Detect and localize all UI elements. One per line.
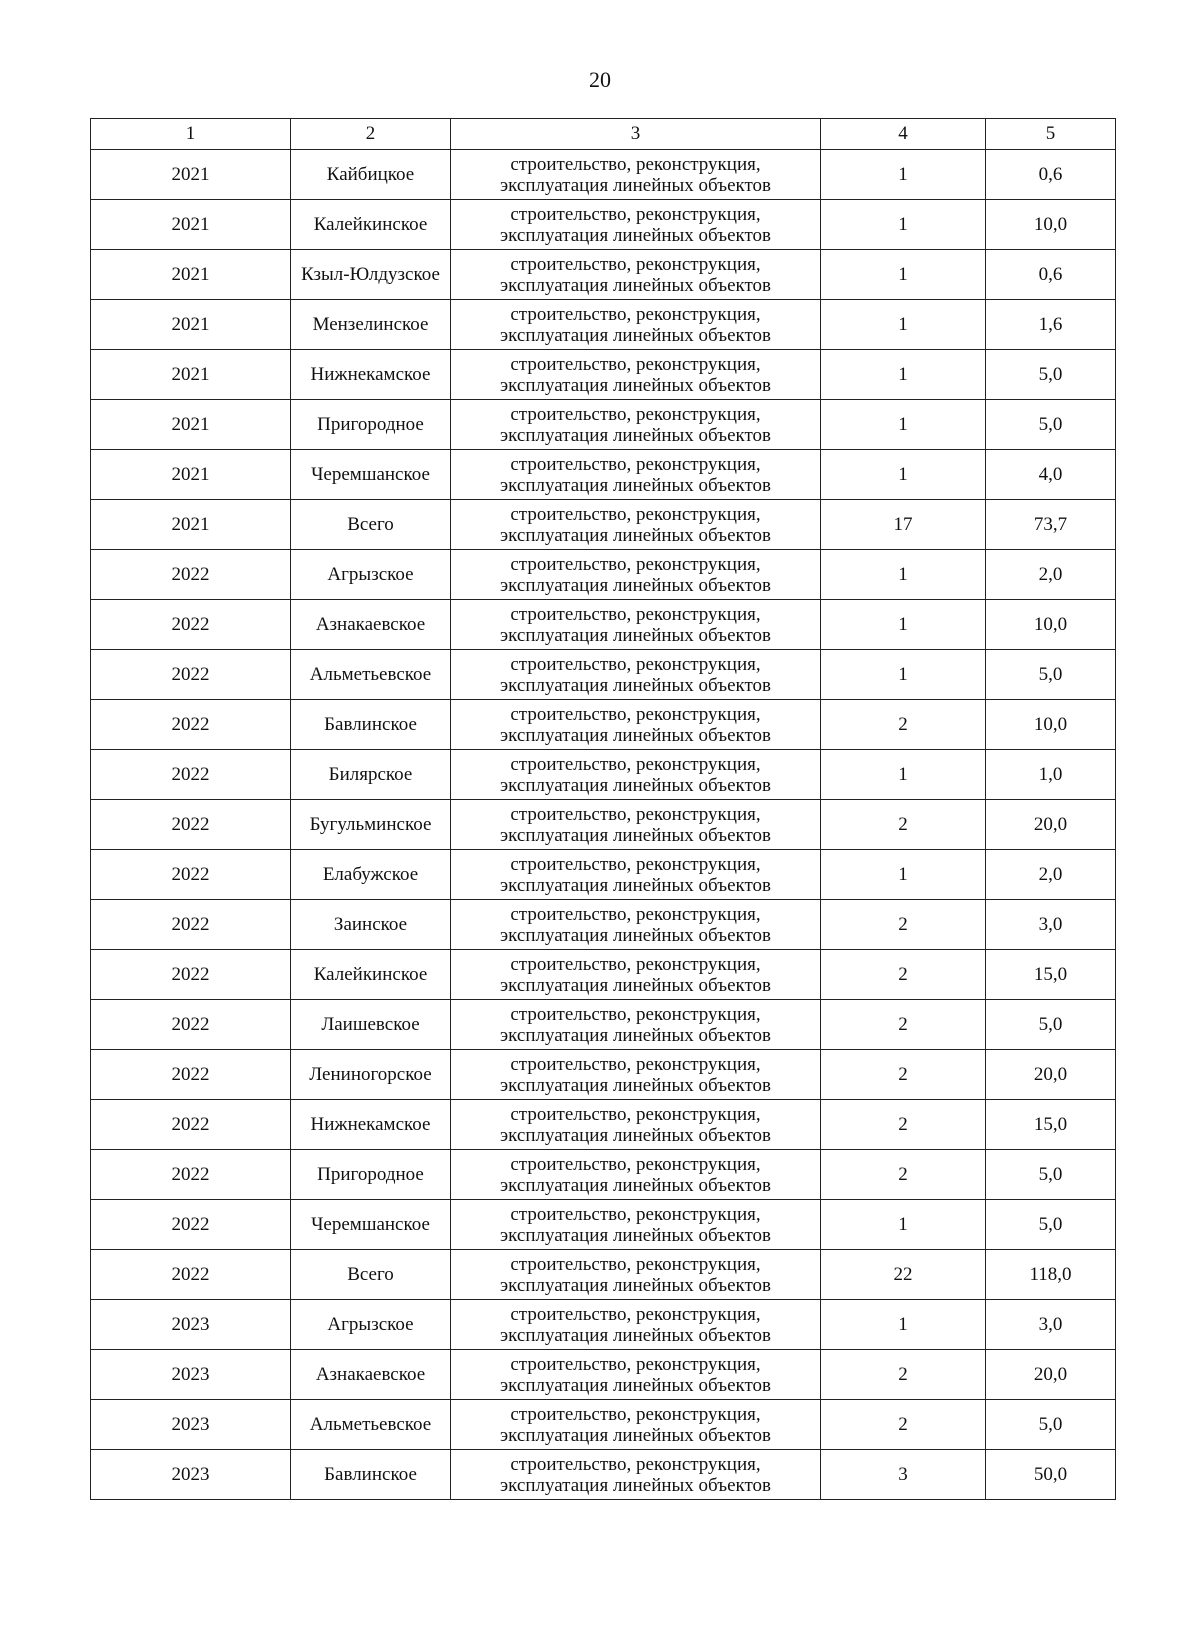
district-cell: Мензелинское <box>291 300 451 350</box>
purpose-cell <box>451 950 821 1000</box>
purpose-line-1: строительство, реконструкция, <box>510 703 761 725</box>
count-cell: 1 <box>821 750 986 800</box>
year-cell: 2021 <box>91 150 291 200</box>
district-cell: Альметьевское <box>291 650 451 700</box>
purpose-line-2: эксплуатация линейных объектов <box>499 1124 772 1146</box>
count-cell: 22 <box>821 1250 986 1300</box>
purpose-line-1: строительство, реконструкция, <box>510 203 761 225</box>
district-cell: Лаишевское <box>291 1000 451 1050</box>
year-cell: 2022 <box>91 1000 291 1050</box>
purpose-line-2: эксплуатация линейных объектов <box>499 1024 772 1046</box>
value-cell: 1,6 <box>986 300 1116 350</box>
count-cell: 1 <box>821 200 986 250</box>
district-cell: Кзыл-Юлдузское <box>291 250 451 300</box>
district-cell: Азнакаевское <box>291 1350 451 1400</box>
value-cell: 73,7 <box>986 500 1116 550</box>
count-cell: 2 <box>821 1350 986 1400</box>
value-cell: 20,0 <box>986 800 1116 850</box>
purpose-line-1: строительство, реконструкция, <box>510 1203 761 1225</box>
purpose-line-2: эксплуатация линейных объектов <box>499 474 772 496</box>
district-cell: Билярское <box>291 750 451 800</box>
column-header-2: 2 <box>291 119 451 150</box>
table-row <box>91 400 1116 450</box>
purpose-cell <box>451 1250 821 1300</box>
purpose-line-1: строительство, реконструкция, <box>510 803 761 825</box>
purpose-line-2: эксплуатация линейных объектов <box>499 1474 772 1496</box>
year-cell: 2021 <box>91 450 291 500</box>
year-cell: 2023 <box>91 1350 291 1400</box>
purpose-cell <box>451 550 821 600</box>
district-cell: Агрызское <box>291 550 451 600</box>
table-row <box>91 650 1116 700</box>
purpose-cell <box>451 1200 821 1250</box>
table-header <box>91 119 1116 150</box>
purpose-line-1: строительство, реконструкция, <box>510 1153 761 1175</box>
purpose-cell <box>451 1100 821 1150</box>
year-cell: 2023 <box>91 1450 291 1500</box>
purpose-line-2: эксплуатация линейных объектов <box>499 1224 772 1246</box>
count-cell: 1 <box>821 1300 986 1350</box>
header-row <box>91 119 1116 150</box>
district-cell: Нижнекамское <box>291 1100 451 1150</box>
purpose-line-1: строительство, реконструкция, <box>510 553 761 575</box>
purpose-cell <box>451 1000 821 1050</box>
purpose-cell <box>451 650 821 700</box>
value-cell: 15,0 <box>986 950 1116 1000</box>
table-row <box>91 250 1116 300</box>
purpose-line-1: строительство, реконструкция, <box>510 353 761 375</box>
value-cell: 10,0 <box>986 700 1116 750</box>
value-cell: 10,0 <box>986 200 1116 250</box>
column-header-1: 1 <box>91 119 291 150</box>
purpose-line-2: эксплуатация линейных объектов <box>499 174 772 196</box>
purpose-cell <box>451 250 821 300</box>
district-cell: Всего <box>291 1250 451 1300</box>
value-cell: 5,0 <box>986 1400 1116 1450</box>
table-row <box>91 850 1116 900</box>
purpose-line-1: строительство, реконструкция, <box>510 603 761 625</box>
purpose-line-1: строительство, реконструкция, <box>510 1403 761 1425</box>
purpose-cell <box>451 200 821 250</box>
year-cell: 2021 <box>91 400 291 450</box>
table-row <box>91 1300 1116 1350</box>
purpose-line-2: эксплуатация линейных объектов <box>499 524 772 546</box>
year-cell: 2022 <box>91 800 291 850</box>
value-cell: 3,0 <box>986 900 1116 950</box>
table-row <box>91 1150 1116 1200</box>
district-cell: Черемшанское <box>291 450 451 500</box>
table-row <box>91 300 1116 350</box>
year-cell: 2022 <box>91 1200 291 1250</box>
count-cell: 2 <box>821 1050 986 1100</box>
purpose-line-2: эксплуатация линейных объектов <box>499 374 772 396</box>
purpose-line-1: строительство, реконструкция, <box>510 953 761 975</box>
district-cell: Агрызское <box>291 1300 451 1350</box>
district-cell: Всего <box>291 500 451 550</box>
table-row <box>91 1250 1116 1300</box>
purpose-line-2: эксплуатация линейных объектов <box>499 624 772 646</box>
count-cell: 2 <box>821 900 986 950</box>
count-cell: 2 <box>821 800 986 850</box>
district-cell: Бугульминское <box>291 800 451 850</box>
year-cell: 2022 <box>91 1050 291 1100</box>
value-cell: 20,0 <box>986 1050 1116 1100</box>
value-cell: 10,0 <box>986 600 1116 650</box>
table-row <box>91 1400 1116 1450</box>
purpose-line-1: строительство, реконструкция, <box>510 1103 761 1125</box>
count-cell: 3 <box>821 1450 986 1500</box>
purpose-cell <box>451 700 821 750</box>
value-cell: 5,0 <box>986 650 1116 700</box>
year-cell: 2022 <box>91 850 291 900</box>
count-cell: 1 <box>821 550 986 600</box>
purpose-line-1: строительство, реконструкция, <box>510 853 761 875</box>
purpose-line-1: строительство, реконструкция, <box>510 1003 761 1025</box>
year-cell: 2022 <box>91 900 291 950</box>
purpose-line-1: строительство, реконструкция, <box>510 1303 761 1325</box>
table-body <box>91 150 1116 1500</box>
purpose-line-1: строительство, реконструкция, <box>510 403 761 425</box>
table-row <box>91 1000 1116 1050</box>
value-cell: 5,0 <box>986 350 1116 400</box>
purpose-line-2: эксплуатация линейных объектов <box>499 1174 772 1196</box>
value-cell: 15,0 <box>986 1100 1116 1150</box>
district-cell: Азнакаевское <box>291 600 451 650</box>
district-cell: Черемшанское <box>291 1200 451 1250</box>
column-header-3: 3 <box>451 119 821 150</box>
purpose-line-2: эксплуатация линейных объектов <box>499 674 772 696</box>
district-cell: Нижнекамское <box>291 350 451 400</box>
column-header-5: 5 <box>986 119 1116 150</box>
purpose-cell <box>451 800 821 850</box>
count-cell: 2 <box>821 1000 986 1050</box>
district-cell: Альметьевское <box>291 1400 451 1450</box>
purpose-line-1: строительство, реконструкция, <box>510 1353 761 1375</box>
purpose-cell <box>451 1450 821 1500</box>
purpose-line-1: строительство, реконструкция, <box>510 303 761 325</box>
table-row <box>91 600 1116 650</box>
purpose-cell <box>451 450 821 500</box>
count-cell: 2 <box>821 1400 986 1450</box>
purpose-cell <box>451 1150 821 1200</box>
value-cell: 118,0 <box>986 1250 1116 1300</box>
year-cell: 2022 <box>91 950 291 1000</box>
year-cell: 2022 <box>91 650 291 700</box>
year-cell: 2022 <box>91 1150 291 1200</box>
table-row <box>91 200 1116 250</box>
purpose-line-2: эксплуатация линейных объектов <box>499 774 772 796</box>
purpose-line-1: строительство, реконструкция, <box>510 1453 761 1475</box>
purpose-cell <box>451 350 821 400</box>
value-cell: 0,6 <box>986 150 1116 200</box>
purpose-cell <box>451 400 821 450</box>
purpose-cell <box>451 600 821 650</box>
value-cell: 4,0 <box>986 450 1116 500</box>
purpose-line-2: эксплуатация линейных объектов <box>499 924 772 946</box>
purpose-line-1: строительство, реконструкция, <box>510 753 761 775</box>
district-cell: Кайбицкое <box>291 150 451 200</box>
purpose-line-2: эксплуатация линейных объектов <box>499 1374 772 1396</box>
district-cell: Пригородное <box>291 400 451 450</box>
purpose-line-2: эксплуатация линейных объектов <box>499 1324 772 1346</box>
count-cell: 17 <box>821 500 986 550</box>
year-cell: 2021 <box>91 250 291 300</box>
table-row <box>91 950 1116 1000</box>
purpose-line-2: эксплуатация линейных объектов <box>499 974 772 996</box>
table-row <box>91 800 1116 850</box>
purpose-line-2: эксплуатация линейных объектов <box>499 1274 772 1296</box>
purpose-line-2: эксплуатация линейных объектов <box>499 574 772 596</box>
value-cell: 5,0 <box>986 1200 1116 1250</box>
purpose-cell <box>451 300 821 350</box>
year-cell: 2022 <box>91 1100 291 1150</box>
district-cell: Елабужское <box>291 850 451 900</box>
value-cell: 1,0 <box>986 750 1116 800</box>
value-cell: 5,0 <box>986 1000 1116 1050</box>
district-cell: Калейкинское <box>291 200 451 250</box>
district-cell: Бавлинское <box>291 1450 451 1500</box>
purpose-line-1: строительство, реконструкция, <box>510 503 761 525</box>
count-cell: 1 <box>821 850 986 900</box>
year-cell: 2023 <box>91 1400 291 1450</box>
purpose-cell <box>451 900 821 950</box>
district-cell: Пригородное <box>291 1150 451 1200</box>
purpose-cell <box>451 1050 821 1100</box>
purpose-line-1: строительство, реконструкция, <box>510 903 761 925</box>
table-row <box>91 1100 1116 1150</box>
table-row <box>91 1200 1116 1250</box>
purpose-cell <box>451 150 821 200</box>
purpose-line-2: эксплуатация линейных объектов <box>499 224 772 246</box>
value-cell: 50,0 <box>986 1450 1116 1500</box>
purpose-line-2: эксплуатация линейных объектов <box>499 1074 772 1096</box>
land-plots-table <box>90 118 1116 1500</box>
count-cell: 1 <box>821 1200 986 1250</box>
purpose-cell <box>451 850 821 900</box>
count-cell: 1 <box>821 350 986 400</box>
count-cell: 2 <box>821 1150 986 1200</box>
purpose-line-2: эксплуатация линейных объектов <box>499 874 772 896</box>
table-row <box>91 500 1116 550</box>
purpose-cell <box>451 1300 821 1350</box>
purpose-line-1: строительство, реконструкция, <box>510 153 761 175</box>
table-row <box>91 450 1116 500</box>
purpose-cell <box>451 500 821 550</box>
purpose-line-2: эксплуатация линейных объектов <box>499 1424 772 1446</box>
purpose-cell <box>451 1350 821 1400</box>
count-cell: 1 <box>821 150 986 200</box>
purpose-line-2: эксплуатация линейных объектов <box>499 724 772 746</box>
purpose-line-2: эксплуатация линейных объектов <box>499 274 772 296</box>
year-cell: 2021 <box>91 300 291 350</box>
purpose-line-2: эксплуатация линейных объектов <box>499 324 772 346</box>
page-number: 20 <box>589 67 611 92</box>
year-cell: 2022 <box>91 750 291 800</box>
table-row <box>91 1450 1116 1500</box>
district-cell: Бавлинское <box>291 700 451 750</box>
purpose-line-1: строительство, реконструкция, <box>510 1053 761 1075</box>
count-cell: 1 <box>821 600 986 650</box>
year-cell: 2021 <box>91 500 291 550</box>
table-row <box>91 1050 1116 1100</box>
value-cell: 5,0 <box>986 1150 1116 1200</box>
year-cell: 2022 <box>91 700 291 750</box>
count-cell: 2 <box>821 1100 986 1150</box>
value-cell: 0,6 <box>986 250 1116 300</box>
count-cell: 1 <box>821 650 986 700</box>
column-header-4: 4 <box>821 119 986 150</box>
year-cell: 2021 <box>91 200 291 250</box>
table-row <box>91 150 1116 200</box>
value-cell: 2,0 <box>986 850 1116 900</box>
table-row <box>91 700 1116 750</box>
count-cell: 1 <box>821 300 986 350</box>
table-row <box>91 1350 1116 1400</box>
purpose-line-1: строительство, реконструкция, <box>510 653 761 675</box>
table-row <box>91 550 1116 600</box>
table-row <box>91 900 1116 950</box>
table-row <box>91 350 1116 400</box>
table-row <box>91 750 1116 800</box>
district-cell: Калейкинское <box>291 950 451 1000</box>
purpose-line-1: строительство, реконструкция, <box>510 253 761 275</box>
purpose-line-1: строительство, реконструкция, <box>510 453 761 475</box>
year-cell: 2021 <box>91 350 291 400</box>
district-cell: Лениногорское <box>291 1050 451 1100</box>
value-cell: 20,0 <box>986 1350 1116 1400</box>
purpose-line-1: строительство, реконструкция, <box>510 1253 761 1275</box>
purpose-cell <box>451 750 821 800</box>
purpose-line-2: эксплуатация линейных объектов <box>499 424 772 446</box>
district-cell: Заинское <box>291 900 451 950</box>
value-cell: 2,0 <box>986 550 1116 600</box>
count-cell: 2 <box>821 700 986 750</box>
count-cell: 1 <box>821 400 986 450</box>
purpose-cell <box>451 1400 821 1450</box>
year-cell: 2022 <box>91 600 291 650</box>
purpose-line-2: эксплуатация линейных объектов <box>499 824 772 846</box>
year-cell: 2022 <box>91 550 291 600</box>
value-cell: 3,0 <box>986 1300 1116 1350</box>
count-cell: 1 <box>821 250 986 300</box>
value-cell: 5,0 <box>986 400 1116 450</box>
count-cell: 2 <box>821 950 986 1000</box>
year-cell: 2023 <box>91 1300 291 1350</box>
count-cell: 1 <box>821 450 986 500</box>
year-cell: 2022 <box>91 1250 291 1300</box>
